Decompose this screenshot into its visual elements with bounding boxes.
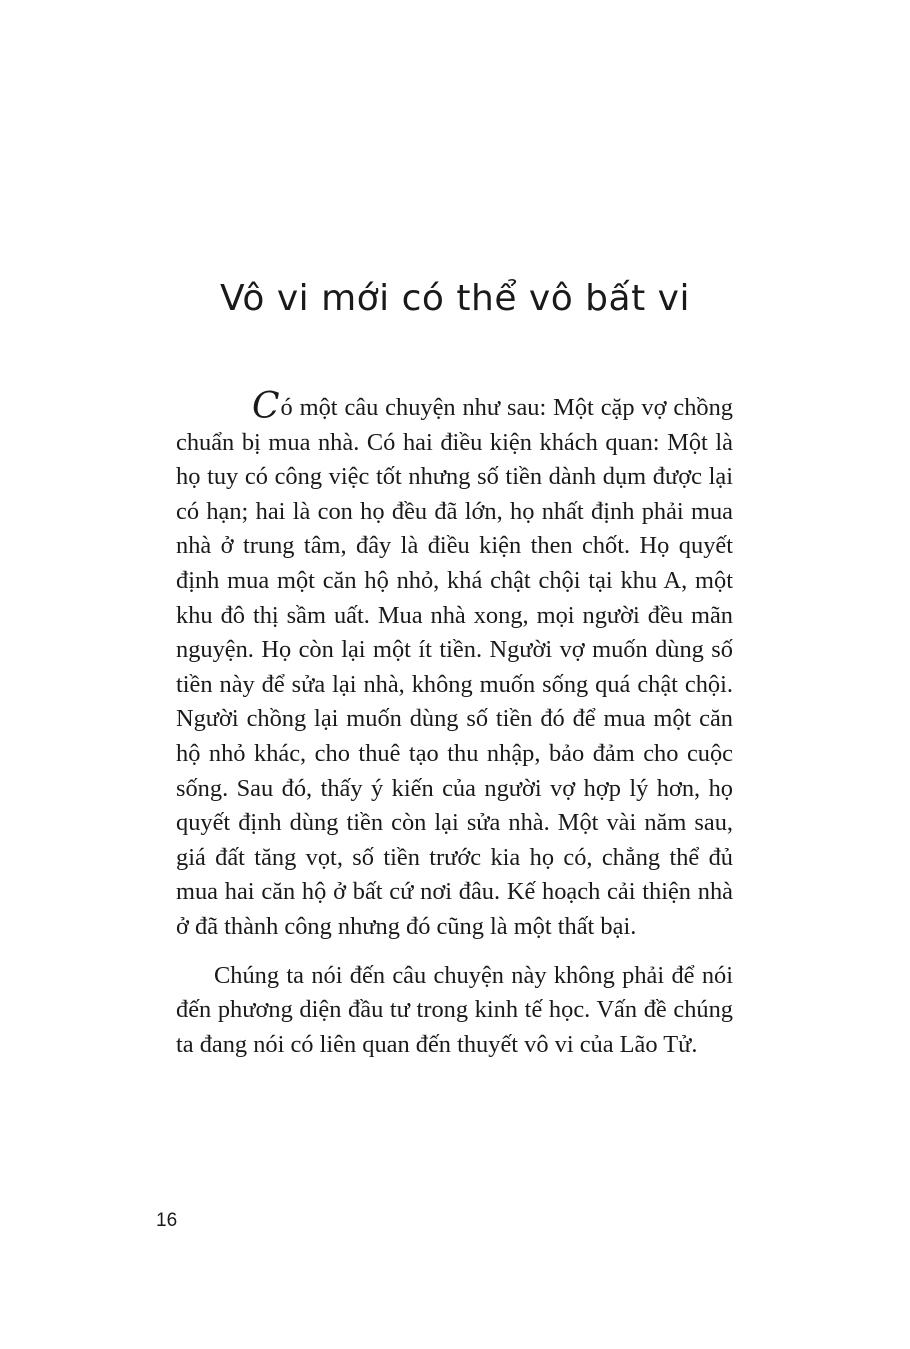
paragraph-1 — [176, 386, 733, 945]
page-number: 16 — [156, 1210, 178, 1231]
chapter-title: Vô vi mới có thể vô bất vi — [220, 278, 690, 319]
chapter-body — [176, 386, 733, 1062]
paragraph-1-text: ó một câu chuyện như sau: Một cặp vợ chồng chuẩn bị mua nhà. Có hai điều kiện khách quan: Một là họ tuy có công việc tốt nhưng số tiền dành dụm được lại có hạn; hai là con họ đều đã lớn, họ nhất định phải mua nhà ở trung tâm, đây là điều kiện then chốt. Họ quyết định mua một căn hộ nhỏ, khá chật chội tại khu A, một khu đô thị sầm uất. Mua nhà xong, mọi người đều mãn nguyện. Họ còn lại một ít tiền. Người vợ muốn dùng số tiền này để sửa lại nhà, không muốn sống quá chật chội. Người chồng lại muốn dùng số tiền đó để mua một căn hộ nhỏ khác, cho thuê tạo thu nhập, bảo đảm cho cuộc sống. Sau đó, thấy ý kiến của người vợ hợp lý hơn, họ quyết định dùng tiền còn lại sửa nhà. Một vài năm sau, giá đất tăng vọt, số tiền trước kia họ có, chẳng thể đủ mua hai căn hộ ở bất cứ nơi đâu. Kế hoạch cải thiện nhà ở đã thành công nhưng đó cũng là một thất bại. — [176, 394, 733, 940]
paragraph-2 — [176, 959, 733, 1063]
drop-cap: C — [252, 386, 280, 427]
paragraph-2-text: Chúng ta nói đến câu chuyện này không phải để nói đến phương diện đầu tư trong kinh tế học. Vấn đề chúng ta đang nói có liên quan đến thuyết vô vi của Lão Tử. — [176, 961, 733, 1058]
